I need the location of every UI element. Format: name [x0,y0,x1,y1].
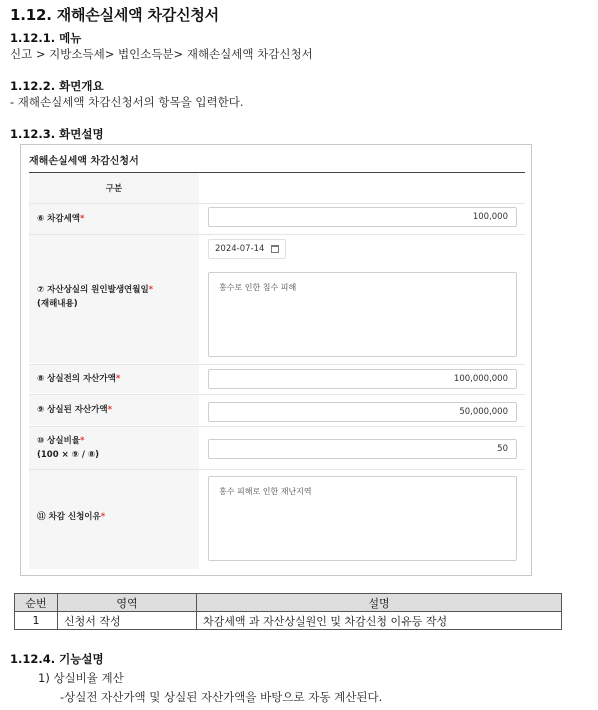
table-cell: 신청서 작성 [58,612,197,630]
asset-lost-input[interactable]: 50,000,000 [208,402,517,422]
table-header-row [15,594,562,612]
menu-heading: 1.12.1. 메뉴 [10,31,82,45]
table-header: 순번 [15,594,58,612]
field-label-cell [29,470,199,569]
table-cell: 차감세액 과 자산상실원인 및 차감신청 이유등 작성 [197,612,562,630]
table-header: 설명 [197,594,562,612]
menu-path: 신고 > 지방소득세> 법인소득분> 재해손실세액 차감신청서 [10,47,313,61]
occurrence-date-label: ⑦ 자산상실의 원인발생연월일* (재해내용) [37,285,154,309]
form-panel [20,144,532,576]
reason-textarea[interactable]: 홍수 피해로 인한 재난지역 [208,476,517,561]
column-header-row [29,173,525,203]
table-header: 영역 [58,594,197,612]
loss-ratio-label: ⑩ 상실비율* (100 × ⑨ / ⑧) [37,436,99,460]
description-table [14,593,562,630]
calendar-icon[interactable] [271,245,279,253]
deduction-amount-label: ⑥ 차감세액* [37,214,85,224]
function-heading: 1.12.4. 기능설명 [10,652,104,666]
reason-label: ⑪ 차감 신청이유* [37,512,106,522]
field-label-cell [29,365,199,393]
asset-lost-label: ⑨ 상실된 자산가액* [37,405,113,415]
overview-heading: 1.12.2. 화면개요 [10,79,104,93]
function-detail: -상실전 자산가액 및 상실된 자산가액을 바탕으로 자동 계산된다. [60,690,383,704]
table-cell: 1 [15,612,58,630]
disaster-content-textarea[interactable]: 홍수로 인한 침수 피해 [208,272,517,357]
deduction-amount-input[interactable]: 100,000 [208,207,517,227]
overview-text: - 재해손실세액 차감신청서의 항목을 입력한다. [10,95,244,109]
loss-ratio-input[interactable]: 50 [208,439,517,459]
column-header: 구분 [29,173,199,203]
field-label-cell [29,427,199,469]
table-row [15,612,562,630]
panel-title: 재해손실세액 차감신청서 [29,156,139,167]
field-label-cell [29,395,199,425]
section-title: 1.12. 재해손실세액 차감신청서 [10,6,219,24]
field-label-cell [29,204,199,234]
asset-before-label: ⑧ 상실전의 자산가액* [37,374,121,384]
function-item: 1) 상실비율 계산 [38,671,124,685]
occurrence-date-input[interactable]: 2024-07-14 [208,239,286,259]
field-label-cell [29,235,199,363]
asset-before-input[interactable]: 100,000,000 [208,369,517,389]
screen-heading: 1.12.3. 화면설명 [10,127,104,141]
